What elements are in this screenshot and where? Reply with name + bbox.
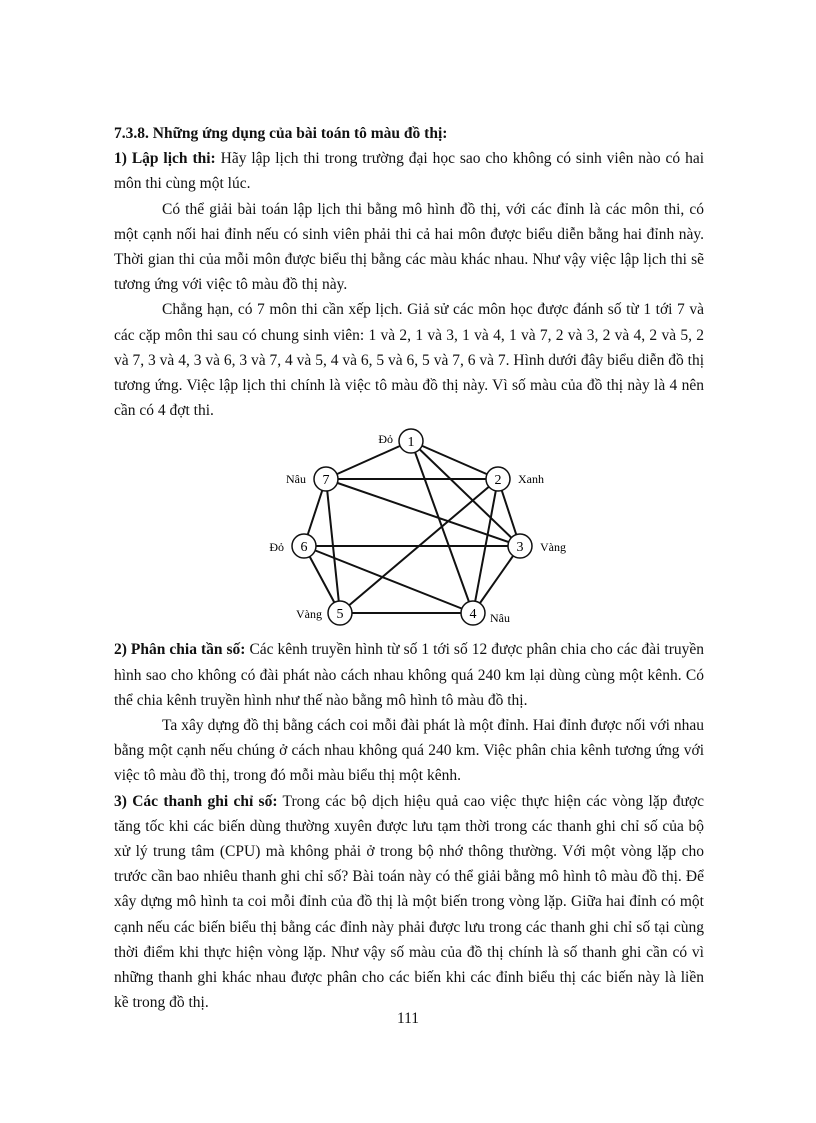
exam-intro-text: Hãy lập lịch thi trong trường đại học sao cho không có sinh viên nào có hai môn thi cùng một lúc. <box>114 150 705 193</box>
registers-title: 3) Các thanh ghi chỉ số: <box>114 792 278 810</box>
exam-title: 1) Lập lịch thi: <box>114 150 216 168</box>
vertex-3-color-label: Vàng <box>540 540 566 555</box>
graph-edges <box>304 441 520 613</box>
edge-1-7 <box>326 441 411 479</box>
vertex-3-number: 3 <box>516 540 524 556</box>
vertex-5-number: 5 <box>336 607 344 623</box>
edge-4-6 <box>304 546 473 613</box>
vertex-4-color-label: Nâu <box>490 611 510 626</box>
frequency-intro-text: Các kênh truyền hình từ số 1 tới số 12 được phân chia cho các đài truyền hình sao cho không có đài phát nào cách nhau không quá 240 km lại dùng cùng một kênh. Có thể chia kênh truyền hình như thế nào bằng mô hình tô màu đồ thị. <box>114 641 705 709</box>
frequency-paragraph-1: Ta xây dựng đồ thị bằng cách coi mỗi đài phát là một đỉnh. Hai đỉnh được nối với nhau bằng một cạnh nếu chúng ở cách nhau không quá 240 km. Việc phân chia kênh tương ứng với việc tô màu đồ thị, trong đó mỗi màu biểu thị một kênh. <box>114 717 704 785</box>
vertex-1-number: 1 <box>407 435 415 451</box>
vertex-6-color-label: Đỏ <box>269 540 284 555</box>
exam-paragraph-2: Chẳng hạn, có 7 môn thi cần xếp lịch. Giả sử các môn học được đánh số từ 1 tới 7 và các cặp môn thi sau có chung sinh viên: 1 và 2, 1 và 3, 1 và 4, 1 và 7, 2 và 3, 2 và 4, 2 và 5, 2 và 7, 3 và 4, 3 và 6, 3 và 7, 4 và 5, 4 và 6, 5 và 6, 5 và 7, 6 và 7. Hình dưới đây biểu diễn đồ thị tương ứng. Việc lập lịch thi chính là việc tô màu đồ thị này. Vì số màu của đồ thị này là 4 nên cần có 4 đợt thi. <box>114 301 704 420</box>
vertex-6-number: 6 <box>300 540 308 556</box>
vertex-7-color-label: Nâu <box>286 472 306 487</box>
coloring-graph <box>114 427 704 635</box>
vertex-2-color-label: Xanh <box>518 472 544 487</box>
vertex-2-number: 2 <box>494 473 502 489</box>
section-heading: 7.3.8. Những ứng dụng của bài toán tô màu đồ thị: <box>114 125 448 142</box>
exam-paragraph-1: Có thể giải bài toán lập lịch thi bằng mô hình đồ thị, với các đỉnh là các môn thi, có một cạnh nối hai đỉnh nếu có sinh viên phải thi cả hai môn được biểu diễn bằng hai đỉnh này. Thời gian thi của mỗi môn được biểu thị bằng các màu khác nhau. Như vậy việc lập lịch thi sẽ tương ứng với việc tô màu đồ thị này. <box>114 200 704 294</box>
frequency-intro <box>114 637 704 713</box>
page-content <box>114 121 704 1015</box>
registers-intro-text: Trong các bộ dịch hiệu quả cao việc thực hiện các vòng lặp được tăng tốc khi các biến dùng thường xuyên được lưu tạm thời trong các thanh ghi chỉ số của bộ xử lý trung tâm (CPU) mà không phải ở trong bộ nhớ thông thường. Với một vòng lặp cho trước cần bao nhiêu thanh ghi chỉ số? Bài toán này có thể giải bằng mô hình tô màu đồ thị. Để xây dựng mô hình ta coi mỗi đỉnh của đồ thị là một biến trong vòng lặp. Giữa hai đỉnh có một cạnh nếu các biến biểu thị bằng các đỉnh này phải được lưu trong các thanh ghi chỉ số tại cùng thời điểm khi thực hiện vòng lặp. Như vậy số màu của đồ thị chính là số thanh ghi cần có vì những thanh ghi khác nhau được phân cho các biến khi các đỉnh biểu thị các biến này là liền kề trong đồ thị. <box>114 792 704 1012</box>
vertex-5-color-label: Vàng <box>296 607 322 622</box>
registers-intro <box>114 789 704 1016</box>
vertex-7-number: 7 <box>322 473 330 489</box>
edge-1-2 <box>411 441 498 479</box>
frequency-title: 2) Phân chia tần số: <box>114 641 246 659</box>
page-number: 111 <box>396 1010 420 1027</box>
vertex-1-color-label: Đỏ <box>378 432 393 447</box>
exam-intro <box>114 146 704 196</box>
vertex-4-number: 4 <box>469 607 477 623</box>
